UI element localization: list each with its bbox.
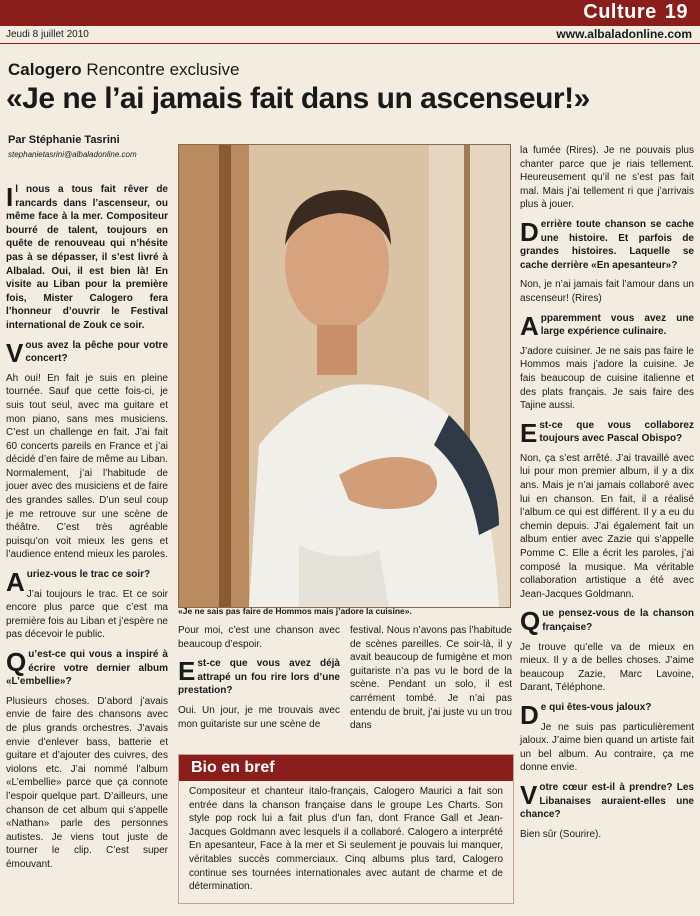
bio-box bbox=[178, 754, 514, 904]
section-label: Culture bbox=[583, 1, 657, 23]
column-1 bbox=[6, 183, 168, 878]
question-7: Est-ce que vous collaborez toujours avec Pascal Obispo? bbox=[520, 417, 694, 448]
answer-4-end: la fumée (Rires). Je ne pouvais plus chanter parce que je riais tellement. Heureusement qu’il ne s’est pas fait mal. Mais j’ai tellement ri que j’arrivais plus à jouer. bbox=[520, 145, 694, 211]
kicker-name: Calogero bbox=[8, 60, 82, 79]
answer-9: Je ne suis pas particulièrement jaloux. J’aime bien quand un artiste fait un bel album. Au contraire, ça me donne envie. bbox=[520, 721, 694, 774]
site-url[interactable]: www.albaladonline.com bbox=[556, 27, 692, 41]
answer-7: Non, ça s’est arrêté. J’ai travaillé avec lui pour mon premier album, il y a dix ans. Mais je n’ai jamais collaboré avec lui en chanson. En fait, il a réalisé l’album ce qui est différent. Il y a eu du chemin depuis. J’ai également fait un album entier avec Zazie qui s’appelle Pomme C. Elle a écrit les paroles, j’ai composé la musique. Ma véritable collaboration artistique a été avec Jean-Jacques Goldmann. bbox=[520, 452, 694, 600]
bio-text: Compositeur et chanteur italo-français, Calogero Maurici a fait son entrée dans la chanson française dans le groupe Les Charts. Son style pop rock lui a fait plus d’un fan, dont France Gall et Jean-Jacques Goldmann avec lesquels il a collaboré. Calogero a interprété En apesanteur, Face à la mer et Si seulement je pouvais lui manquer, véritables succès commerciaux. Cinq albums plus tard, Calogero continue ses tournées internationales avec autant de charme et de détermination. bbox=[189, 786, 503, 893]
photo-calogero bbox=[178, 144, 511, 608]
question-4: Est-ce que vous avez déjà attrapé un fou rire lors d’une prestation? bbox=[178, 656, 340, 697]
answer-2: J’ai toujours le trac. Et ce soir encore plus parce que c’est ma première fois au Liban et j’espère ne pas décevoir le public. bbox=[6, 588, 168, 641]
answer-1: Ah oui! En fait je suis en pleine tournée. Sauf que cette fois-ci, je suis tout seul, avec ma guitare et mon piano, sans mes musiciens. C’est un challenge en fait. J’ai fait 60 concerts pareils en France et j’ai décidé d’en faire de même au Liban. Normalement, j’ai l’habitude de jouer avec des musiciens et de faire des grandes salles. D’un seul coup je me retrouve sur une scène de théâtre. C’est très agréable puisqu’on voit mieux les gens et l’audience entend mieux les paroles. bbox=[6, 372, 168, 561]
page-number: 19 bbox=[664, 1, 688, 23]
author-email[interactable]: stephanietasrini@albaladonline.com bbox=[8, 150, 137, 159]
column-3 bbox=[350, 624, 512, 739]
question-2: Auriez-vous le trac ce soir? bbox=[6, 567, 151, 598]
answer-3: Plusieurs choses. D’abord j’avais envie de faire des chansons avec de plus grands orchestres. J’avais envie d’enlever bass, batterie et guitare et d’ajouter des cuivres, des violons etc. J’ai nommé l’album «L’embellie» parce que ça connote l’espoir quelque part. D’ailleurs, une chanson de cet album qui s’appelle «Nathan» parle des personnes autistes. Je viens tout juste de tourner le clip. C’est super émouvant. bbox=[6, 695, 168, 870]
answer-6: J’adore cuisiner. Je ne sais pas faire le Hommos mais j’adore la cuisine. Je fais beaucoup de cuisine italienne et des plats français. Je sais faire des Tajine aussi. bbox=[520, 345, 694, 412]
question-8: Que pensez-vous de la chanson française? bbox=[520, 606, 694, 637]
column-4 bbox=[520, 144, 694, 847]
answer-5: Non, je n’ai jamais fait l’amour dans un ascenseur! (Rires) bbox=[520, 279, 694, 304]
photo-caption: «Je ne sais pas faire de Hommos mais j’adore la cuisine». bbox=[178, 606, 412, 616]
question-1: Vous avez la pêche pour votre concert? bbox=[6, 337, 168, 368]
section-title bbox=[583, 1, 688, 24]
issue-date: Jeudi 8 juillet 2010 bbox=[6, 29, 89, 40]
question-10: Votre cœur est-il à prendre? Les Libanaises auraient-elles une chance? bbox=[520, 779, 694, 821]
header-rule bbox=[0, 43, 700, 44]
answer-4: Oui. Un jour, je me trouvais avec mon guitariste sur une scène de bbox=[178, 704, 340, 730]
question-6: Apparemment vous avez une large expérience culinaire. bbox=[520, 310, 694, 341]
answer-8: Je trouve qu’elle va de mieux en mieux. Il y a de belles choses. J’aime beaucoup Zazie, Marc Lavoine, Darant, Téléphone. bbox=[520, 641, 694, 694]
kicker-rest: Rencontre exclusive bbox=[86, 60, 240, 79]
intro: Il nous a tous fait rêver de rancards dans l’ascenseur, ou même face à la mer. Compositeur bourré de talent, toujours en quête de renouveau qui n’hésite pas à se dépasser, il s’est livré à Albalad. Oui, il est bien là! En visite au Liban pour la première fois, Mister Calogero fera l’honneur d’ouvrir le Festival international de Zouk ce soir. bbox=[6, 182, 168, 331]
answer-4-middle: festival. Nous n’avons pas l’habitude de scènes pareilles. Ce soir-là, il y avait beaucoup de fumigène et mon guitariste n’a pas vu le bord de la scène. Pendant un solo, il est carrément tombé. Je n’ai pas entendu de bruit, j’ai juste vu un trou dans bbox=[350, 625, 512, 732]
byline: Par Stéphanie Tasrini bbox=[8, 134, 120, 146]
question-3: Qu’est-ce qui vous a inspiré à écrire votre dernier album «L’embellie»? bbox=[6, 647, 168, 688]
bio-title: Bio en bref bbox=[179, 755, 513, 781]
photo-illustration bbox=[179, 145, 510, 607]
answer-10: Bien sûr (Sourire). bbox=[520, 828, 602, 840]
headline: «Je ne l’ai jamais fait dans un ascenseur!» bbox=[6, 82, 590, 115]
kicker bbox=[8, 60, 240, 80]
question-5: Derrière toute chanson se cache une histoire. Et parfois de grandes histoires. Laquelle se cache derrière «En apesanteur»? bbox=[520, 216, 694, 271]
column-2-top: Pour moi, c’est une chanson avec beaucoup d’espoir. bbox=[178, 625, 340, 650]
column-2 bbox=[178, 624, 340, 737]
question-9: De qui êtes-vous jaloux? bbox=[520, 699, 652, 730]
